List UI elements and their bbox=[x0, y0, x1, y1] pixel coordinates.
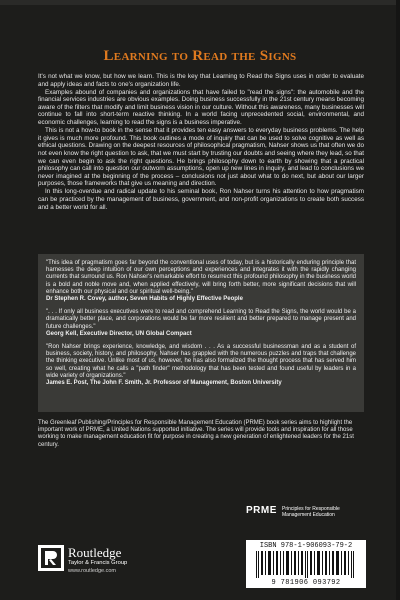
barcode bbox=[246, 540, 366, 588]
series-description: The Greenleaf Publishing/Principles for Responsible Management Education (PRME) book series aims to highlight the important work of PRME, a United Nations supported initiative. The series will provide tools and inspiration for all those working to make management education fit for purpose in creating a new generation of enlightened leaders for the 21st century. bbox=[38, 420, 354, 448]
description-paragraph: This is not a how-to book in the sense that it provides ten easy answers to everyday business problems. The help it gives is much more profound. This book outlines a mode of inquiry that can be used to solve cognitive as well as ethical questions. Drawing on the deepest resources of philosophical pragmatism, Nahser shows us that often we do not even know the right question to ask, that we must start by trusting our doubts and seeing where they lead, so that we can even begin to ask the right questions. He brings philosophy down to earth by showing that a practical philosophy can call into question our outworn assumptions, open up new lines in inquiry, and lead to conclusions we never imagined at the beginning of the process – conclusions not just about what to do next, but about our larger purposes, those frameworks that give us meaning and direction. bbox=[38, 127, 364, 188]
publisher-group: Taylor & Francis Group bbox=[68, 560, 128, 566]
description-paragraph: Examples abound of companies and organizations that have failed to "read the signs": the automobile and the financial services industries are obvious examples. Doing business successfully in the 21st century means becoming aware of the filters that modify and limit business vision in our culture. Without this awareness, many businesses will continue to fall into short-term reactive thinking. In a world facing unprecedented social, environmental, and economic challenges, learning to read the signs is a business imperative. bbox=[38, 88, 364, 127]
publisher-url: www.routledge.com bbox=[68, 568, 116, 574]
spine-edge bbox=[396, 0, 400, 600]
barcode-bars-icon bbox=[254, 551, 358, 578]
publisher-name: Routledge bbox=[68, 545, 122, 560]
barcode-number: 9 781906 093792 bbox=[271, 579, 341, 587]
routledge-logo-icon bbox=[38, 545, 64, 571]
endorsement-text: ". . . If only all business executives were to read and comprehend Learning to Read the Signs, the world would be a dramatically better place, and corporations would be far more resilient and better prepared to manage present and future challenges." bbox=[46, 309, 356, 330]
description-paragraph: In this long-overdue and radical update to his seminal book, Ron Nahser turns his attention to how pragmatism can be practiced by the management of business, government, and non-profit organizations to create both success and a better world for all. bbox=[38, 188, 364, 211]
isbn-label: ISBN 978-1-906093-79-2 bbox=[259, 542, 353, 550]
description-paragraph: It's not what we know, but how we learn. This is the key that Learning to Read the Signs uses in order to evaluate and apply ideas and facts to one's organization life. bbox=[38, 73, 364, 88]
publisher-block bbox=[38, 545, 158, 581]
endorsement bbox=[46, 309, 356, 338]
endorsement-text: "This idea of pragmatism goes far beyond the conventional uses of today, but is a historically enduring principle that harnesses the deep intuition of our own perceptions and experiences and integrates it with the rapidly changing currents that surround us. Ron Nahser's remarkable effort to resurrect this profound philosophy in the business world is a bold and noble move and, when applied effectively, will bring forth better, more significant decisions that will enhance both our physical and our spiritual well-being." bbox=[46, 260, 356, 295]
endorsement-attribution: James E. Post, The John F. Smith, Jr. Professor of Management, Boston University bbox=[46, 380, 282, 387]
endorsement bbox=[46, 344, 356, 387]
prme-logo-block bbox=[246, 505, 366, 537]
prme-caption: Principles for Responsible Management Education bbox=[282, 506, 340, 518]
description-body bbox=[38, 73, 364, 212]
prme-logo: PRME bbox=[246, 505, 277, 516]
endorsements-box bbox=[38, 254, 364, 412]
endorsement-text: "Ron Nahser brings experience, knowledge, and wisdom . . . As a successful businessman and as a student of business, society, history, and philosophy, Nahser has grappled with the numerous puzzles and traps that challenge the thinking executive. Unlike most of us, however, he has also formalized the thought process that has served him so well, creating what he calls a "path finder" methodology that has been tested and found useful by leaders in a wide variety of organizations." bbox=[46, 344, 356, 379]
top-rule bbox=[0, 0, 400, 5]
endorsement bbox=[46, 260, 356, 303]
endorsement-attribution: Georg Kell, Executive Director, UN Global Compact bbox=[46, 330, 192, 337]
endorsement-attribution: Dr Stephen R. Covey, author, Seven Habits of Highly Effective People bbox=[46, 296, 243, 303]
cover-title: Learning to Read the Signs bbox=[103, 48, 297, 64]
